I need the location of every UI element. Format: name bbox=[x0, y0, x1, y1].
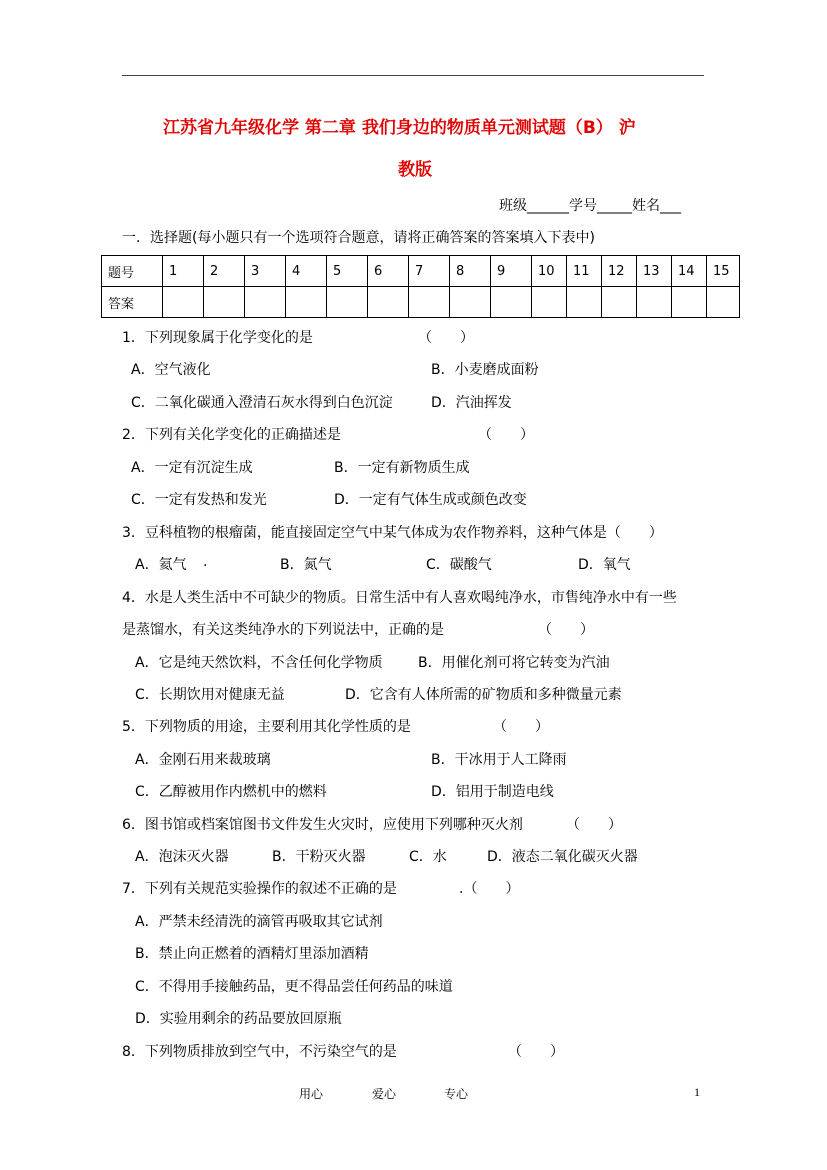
q3-stem: 3．豆科植物的根瘤菌，能直接固定空气中某气体成为农作物养料，这种气体是（ ） bbox=[122, 525, 663, 541]
q5-option-c: C．乙醇被用作内燃机中的燃料 bbox=[135, 784, 327, 800]
answer-cell[interactable] bbox=[602, 287, 637, 318]
q4-stem-line2: 是蒸馏水，有关这类纯净水的下列说法中，正确的是 bbox=[122, 622, 444, 638]
q3-option-b: B．氮气 bbox=[280, 557, 332, 573]
number-cell: 14 bbox=[672, 256, 707, 287]
class-label: 班级 bbox=[499, 198, 527, 214]
q7-option-c: C．不得用手接触药品，更不得品尝任何药品的味道 bbox=[135, 979, 453, 995]
q4-paren: （ ） bbox=[538, 622, 594, 638]
q2-option-d: D．一定有气体生成或颜色改变 bbox=[334, 492, 527, 508]
answer-cell[interactable] bbox=[327, 287, 368, 318]
q4-option-b: B．用催化剂可将它转变为汽油 bbox=[418, 655, 610, 671]
answer-cell[interactable] bbox=[409, 287, 450, 318]
q5-option-d: D．铝用于制造电线 bbox=[431, 784, 554, 800]
q2-option-c: C．一定有发热和发光 bbox=[131, 492, 267, 508]
q5-paren: （ ） bbox=[493, 719, 549, 735]
q6-stem: 6．图书馆或档案馆图书文件发生火灾时，应使用下列哪种灭火剂 bbox=[122, 817, 523, 833]
q8-stem: 8．下列物质排放到空气中，不污染空气的是 bbox=[122, 1044, 397, 1060]
q4-option-d: D．它含有人体所需的矿物质和多种微量元素 bbox=[345, 687, 622, 703]
answer-cell[interactable] bbox=[450, 287, 491, 318]
id-blank: _____ bbox=[597, 198, 632, 214]
q1-option-d: D．汽油挥发 bbox=[431, 395, 512, 411]
name-label: 姓名 bbox=[632, 198, 660, 214]
doc-title-line1: 江苏省九年级化学 第二章 我们身边的物质单元测试题（B） 沪 bbox=[163, 118, 636, 138]
row-label-answer: 答案 bbox=[102, 287, 163, 318]
answer-cell[interactable] bbox=[245, 287, 286, 318]
answer-cell[interactable] bbox=[707, 287, 740, 318]
answer-cell[interactable] bbox=[163, 287, 204, 318]
number-cell: 15 bbox=[707, 256, 740, 287]
number-cell: 7 bbox=[409, 256, 450, 287]
answer-cell[interactable] bbox=[532, 287, 567, 318]
section-heading: 一．选择题(每小题只有一个选项符合题意，请将正确答案的答案填入下表中) bbox=[122, 230, 595, 246]
page-number: 1 bbox=[694, 1085, 700, 1099]
number-cell: 9 bbox=[491, 256, 532, 287]
q4-stem-line1: 4．水是人类生活中不可缺少的物质。日常生活中有人喜欢喝纯净水，市售纯净水中有一些 bbox=[122, 590, 677, 606]
footer-right: 专心 bbox=[444, 1087, 469, 1101]
number-cell: 8 bbox=[450, 256, 491, 287]
id-label: 学号 bbox=[569, 198, 597, 214]
q6-option-c: C．水 bbox=[409, 849, 447, 865]
table-row-answers bbox=[102, 287, 740, 318]
q1-paren: （ ） bbox=[418, 330, 474, 346]
footer-middle: 爱心 bbox=[372, 1087, 397, 1101]
q8-paren: （ ） bbox=[508, 1044, 564, 1060]
number-cell: 3 bbox=[245, 256, 286, 287]
answer-cell[interactable] bbox=[368, 287, 409, 318]
number-cell: 4 bbox=[286, 256, 327, 287]
answer-table bbox=[101, 255, 740, 318]
q3-option-c: C．碳酸气 bbox=[426, 557, 492, 573]
q1-option-b: B．小麦磨成面粉 bbox=[431, 362, 539, 378]
q3-option-a-mark: . bbox=[203, 554, 208, 570]
q6-paren: （ ） bbox=[566, 817, 622, 833]
answer-cell[interactable] bbox=[637, 287, 672, 318]
answer-cell[interactable] bbox=[491, 287, 532, 318]
answer-cell[interactable] bbox=[286, 287, 327, 318]
number-cell: 5 bbox=[327, 256, 368, 287]
footer-left: 用心 bbox=[299, 1087, 324, 1101]
doc-title-line2: 教版 bbox=[398, 160, 432, 180]
class-blank: ______ bbox=[527, 198, 569, 214]
q1-stem: 1．下列现象属于化学变化的是 bbox=[122, 330, 313, 346]
q5-option-b: B．干冰用于人工降雨 bbox=[431, 752, 567, 768]
number-cell: 12 bbox=[602, 256, 637, 287]
student-info bbox=[499, 195, 681, 215]
row-label-number: 题号 bbox=[102, 256, 163, 287]
name-blank: ___ bbox=[660, 198, 681, 214]
header-rule bbox=[122, 75, 704, 76]
q4-option-a: A．它是纯天然饮料，不含任何化学物质 bbox=[135, 655, 383, 671]
q7-paren: .（ ） bbox=[459, 881, 520, 897]
q1-option-a: A．空气液化 bbox=[131, 362, 211, 378]
number-cell: 2 bbox=[204, 256, 245, 287]
number-cell: 13 bbox=[637, 256, 672, 287]
q4-option-c: C．长期饮用对健康无益 bbox=[135, 687, 285, 703]
number-cell: 6 bbox=[368, 256, 409, 287]
q1-option-c: C．二氧化碳通入澄清石灰水得到白色沉淀 bbox=[131, 395, 393, 411]
q5-option-a: A．金刚石用来裁玻璃 bbox=[135, 752, 271, 768]
q2-option-a: A．一定有沉淀生成 bbox=[131, 460, 253, 476]
q7-option-a: A．严禁未经清洗的滴管再吸取其它试剂 bbox=[135, 914, 383, 930]
q5-stem: 5．下列物质的用途，主要利用其化学性质的是 bbox=[122, 719, 411, 735]
q7-option-b: B．禁止向正燃着的酒精灯里添加酒精 bbox=[135, 946, 369, 962]
q7-stem: 7．下列有关规范实验操作的叙述不正确的是 bbox=[122, 881, 397, 897]
q6-option-d: D．液态二氧化碳灭火器 bbox=[487, 849, 638, 865]
q2-stem: 2．下列有关化学变化的正确描述是 bbox=[122, 427, 341, 443]
q2-paren: （ ） bbox=[478, 427, 534, 443]
q6-option-a: A．泡沫灭火器 bbox=[135, 849, 229, 865]
number-cell: 11 bbox=[567, 256, 602, 287]
q3-option-a: A．氦气 bbox=[135, 557, 187, 573]
q6-option-b: B．干粉灭火器 bbox=[272, 849, 366, 865]
answer-cell[interactable] bbox=[672, 287, 707, 318]
number-cell: 1 bbox=[163, 256, 204, 287]
q3-option-d: D．氧气 bbox=[578, 557, 631, 573]
number-cell: 10 bbox=[532, 256, 567, 287]
q2-option-b: B．一定有新物质生成 bbox=[334, 460, 470, 476]
table-row-numbers bbox=[102, 256, 740, 287]
answer-cell[interactable] bbox=[567, 287, 602, 318]
q7-option-d: D．实验用剩余的药品要放回原瓶 bbox=[135, 1011, 342, 1027]
answer-cell[interactable] bbox=[204, 287, 245, 318]
